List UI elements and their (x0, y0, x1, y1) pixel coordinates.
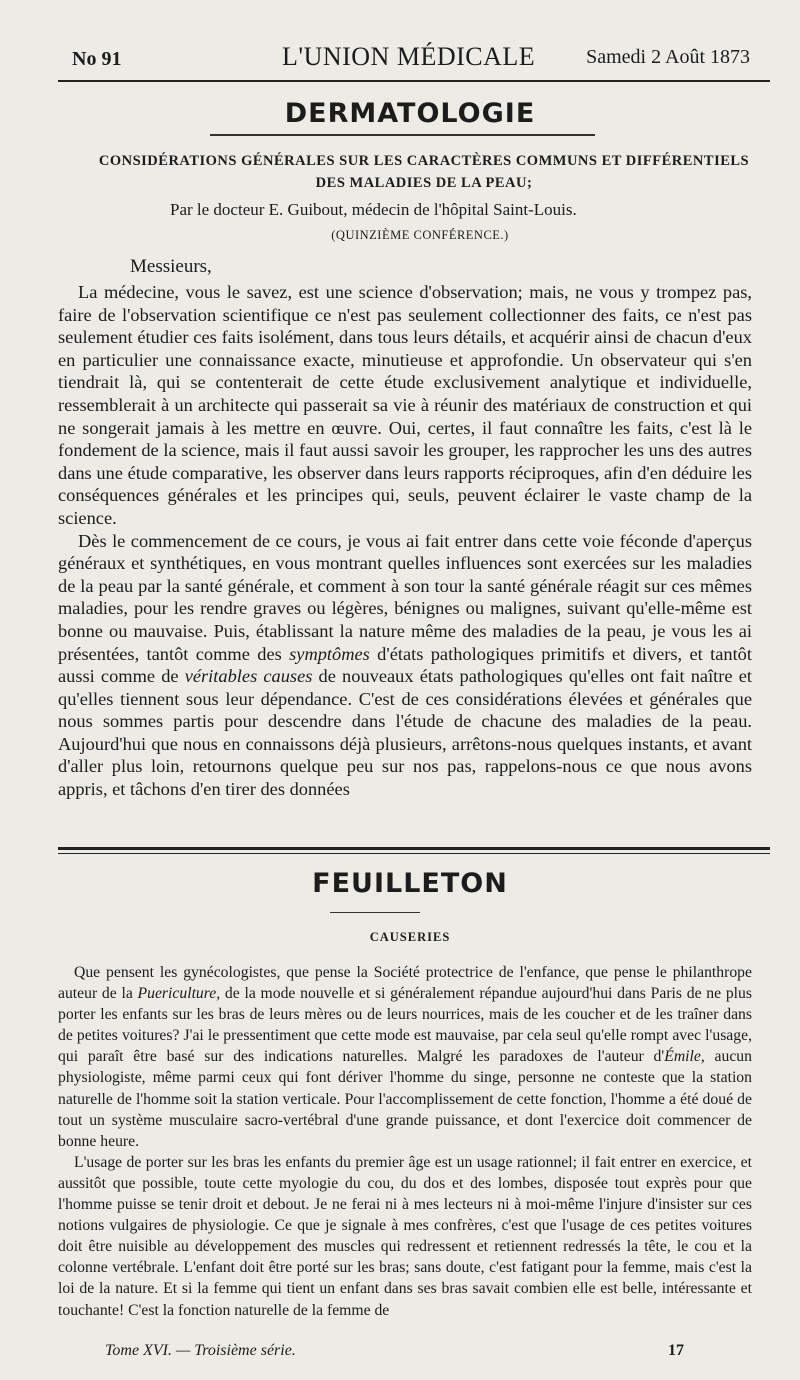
journal-title: L'UNION MÉDICALE (282, 42, 536, 71)
article-body (58, 281, 752, 801)
feuilleton-body (58, 962, 752, 1321)
emphasis-puericulture: Puericulture, (137, 985, 221, 1003)
section-title-dermatologie: DERMATOLOGIE (284, 98, 536, 129)
feuilleton-underline (330, 912, 420, 913)
emphasis-emile: Émile, (664, 1048, 705, 1066)
article-heading-line1: CONSIDÉRATIONS GÉNÉRALES SUR LES CARACTÈRES COMMUNS ET DIFFÉRENTIELS (98, 153, 750, 169)
article-heading-line2: DES MALADIES DE LA PEAU; (315, 175, 533, 191)
feuilleton-rule-thick (58, 847, 770, 850)
emphasis-veritables-causes: véritables causes (184, 666, 313, 687)
feuilleton-rule-thin (58, 853, 770, 854)
article-heading (78, 150, 770, 194)
running-header (72, 42, 770, 76)
article-paragraph-2: Dès le commencement de ce cours, je vous ai fait entrer dans cette voie féconde d'aperçus généraux et synthétiques, en vous montrant quelles influences sont exercées sur les maladies de la peau par la santé générale, et comment à son tour la santé générale réagit sur ces mêmes maladies, pour les rendre graves ou légères, bénignes ou malignes, suivant qu'elle-même est bonne ou mauvaise. Puis, établissant la nature même des maladies de la peau, je vous les ai présentées, tantôt comme des symptômes d'états pathologiques primitifs et divers, et tantôt aussi comme de véritables causes de nouveaux états pathologiques qu'elles ont fait naître et qu'elles tiennent sous leur dépendance. C'est de ces considérations élevées et générales que nous sommes partis pour descendre dans l'étude de chacune des maladies de la peau. Aujourd'hui que nous en connaissons déjà plusieurs, arrêtons-nous quelques instants, et avant d'aller plus loin, retournons quelque peu sur nos pas, rappelons-nous ce que nous avons appris, et tâchons d'en tirer des données (58, 530, 752, 800)
section-underline (210, 134, 595, 136)
lecture-number: (QUINZIÈME CONFÉRENCE.) (331, 228, 509, 242)
subsection-title-causeries: CAUSERIES (369, 930, 451, 944)
feuilleton-paragraph-1: Que pensent les gynécologistes, que pense la Société protectrice de l'enfance, que pense le philanthrope auteur de la Puericulture, de la mode nouvelle et si généralement répandue aujourd'hui dans Paris de ne plus porter les enfants sur les bras de leurs mères ou de leurs nourrices, mais de les coucher et de les traîner dans de petites voitures? J'ai le pressentiment que cette mode est mauvaise, par cela seul qu'elle rompt avec l'usage, qui paraît être basé sur des indications naturelles. Malgré les paradoxes de l'auteur d'Émile, aucun physiologiste, même parmi ceux qui font dériver l'homme du singe, personne ne conteste que la station naturelle de l'homme soit la station verticale. Pour l'accomplissement de cette fonction, l'homme a été doué de tout un système musculaire sacro-vertébral d'une grande puissance, et dont l'exercice doit commencer de bonne heure. (58, 964, 752, 1150)
page-number: 17 (668, 1342, 684, 1359)
issue-date: Samedi 2 Août 1873 (586, 46, 750, 68)
footer-tome: Tome XVI. — Troisième série. (105, 1342, 296, 1359)
article-byline: Par le docteur E. Guibout, médecin de l'hôpital Saint-Louis. (170, 200, 577, 219)
section-title-feuilleton: FEUILLETON (312, 868, 508, 899)
issue-number: No 91 (72, 48, 122, 70)
salutation: Messieurs, (130, 256, 212, 277)
article-paragraph-1: La médecine, vous le savez, est une science d'observation; mais, ne vous y trompez pas, faire de l'observation scientifique ce n'est pas seulement collectionner des faits, ce n'est pas seulement étudier ces faits isolément, dans tous leurs détails, et acquérir ainsi de chacun d'eux en particulier une connaissance exacte, minutieuse et approfondie. Un observateur qui s'en tiendrait là, qui se contenterait de cette étude exclusivement analytique et individuelle, ressemblerait à un architecte qui passerait sa vie à réunir des matériaux de construction et qui ne songerait jamais à les mettre en œuvre. Oui, certes, il faut connaître les faits, c'est là le fondement de la science, mais il faut aussi savoir les grouper, les rapprocher les uns des autres dans une étude comparative, les observer dans leurs rapports réciproques, afin d'en déduire les conséquences générales et les principes qui, seuls, peuvent éclairer le vaste champ de la science. (58, 282, 752, 528)
emphasis-symptomes: symptômes (289, 643, 370, 664)
feuilleton-paragraph-2: L'usage de porter sur les bras les enfants du premier âge est un usage rationnel; il fait entrer en exercice, et aussitôt que possible, toute cette myologie du cou, du dos et des lombes, disposée tout exprès pour que l'homme puisse se tenir droit et debout. Je ne ferai ni à mes lecteurs ni à moi-même l'injure d'insister sur ces notions vulgaires de physiologie. Ce que je signale à mes confrères, c'est que l'usage de ces petites voitures doit être nuisible au développement des muscles qui redressent et retiennent redressés la tête, le cou et la colonne vertébrale. L'enfant doit être porté sur les bras; sans doute, c'est fatigant pour la femme, mais c'est la loi de la nature. Et si la femme qui tient un enfant dans ses bras savait combien elle est belle, intéressante et touchante! C'est la fonction naturelle de la femme de (58, 1153, 752, 1319)
header-rule (58, 80, 770, 82)
